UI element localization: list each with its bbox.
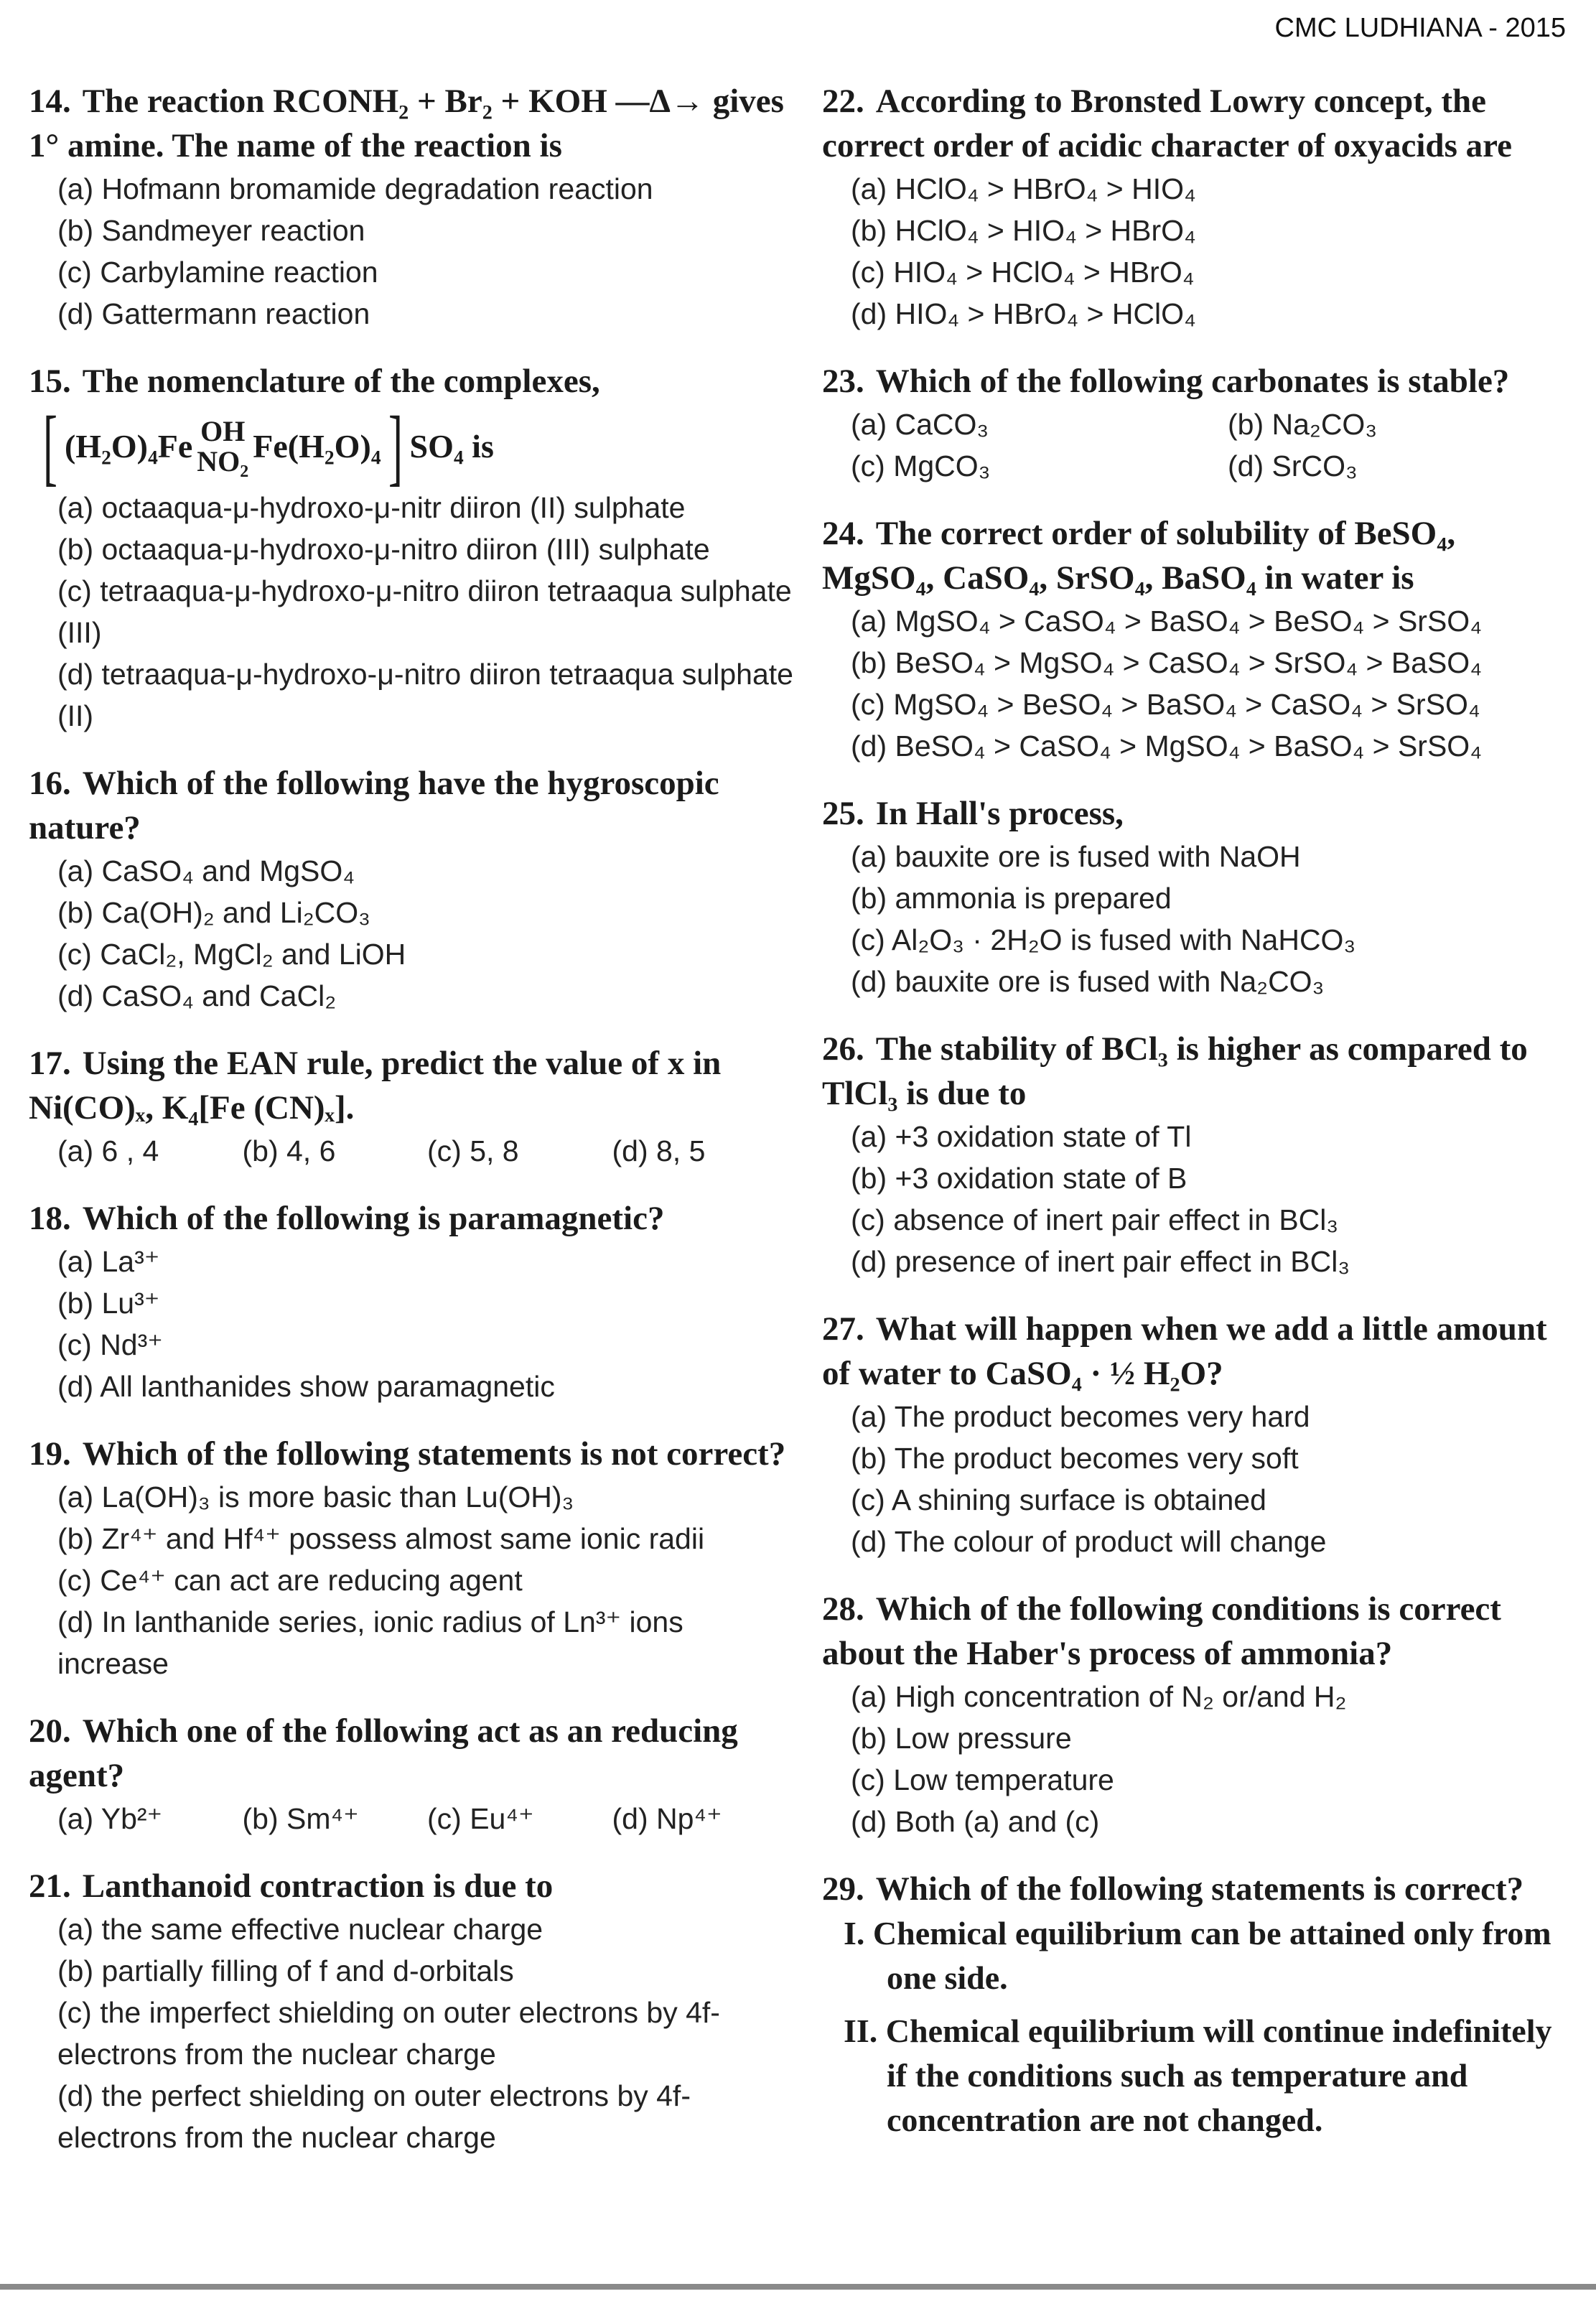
- question-15: [29, 359, 797, 737]
- option-b[interactable]: (b) 4, 6: [242, 1134, 336, 1167]
- option-d[interactable]: (d) The colour of product will change: [851, 1525, 1327, 1558]
- option-a[interactable]: (a) La³⁺: [57, 1245, 160, 1278]
- question-number: 23.: [822, 363, 864, 400]
- option-c[interactable]: (c) Carbylamine reaction: [57, 256, 378, 289]
- option-d[interactable]: (d) the perfect shielding on outer electrons by 4f-electrons from the nuclear charge: [57, 2079, 691, 2154]
- option-a[interactable]: (a) octaaqua-μ-hydroxo-μ-nitr diiron (II) sulphate: [57, 491, 686, 524]
- question-number: 15.: [29, 363, 71, 400]
- option-c[interactable]: (c) MgCO₃: [851, 449, 991, 482]
- option-b[interactable]: (b) Sm⁴⁺: [242, 1802, 359, 1835]
- question-number: 19.: [29, 1435, 71, 1473]
- question-29: [822, 1867, 1576, 2142]
- option-a[interactable]: (a) La(OH)₃ is more basic than Lu(OH)₃: [57, 1480, 574, 1514]
- question-22: [822, 79, 1576, 335]
- formula-right: Fe(H₂O)₄: [253, 428, 381, 465]
- option-c[interactable]: (c) absence of inert pair effect in BCl₃: [851, 1203, 1339, 1236]
- option-c[interactable]: (c) Eu⁴⁺: [427, 1802, 534, 1835]
- question-text: Which of the following statements is not correct?: [82, 1435, 786, 1473]
- question-text: In Hall's process,: [875, 795, 1124, 832]
- question-number: 20.: [29, 1712, 71, 1750]
- bridge-bottom: NO₂: [197, 445, 249, 477]
- question-20: [29, 1709, 797, 1839]
- option-d[interactable]: (d) bauxite ore is fused with Na₂CO₃: [851, 965, 1325, 998]
- option-a[interactable]: (a) MgSO₄ > CaSO₄ > BaSO₄ > BeSO₄ > SrSO₄: [851, 605, 1482, 638]
- option-b[interactable]: (b) Lu³⁺: [57, 1287, 160, 1320]
- option-d[interactable]: (d) HIO₄ > HBrO₄ > HClO₄: [851, 297, 1196, 330]
- option-c[interactable]: (c) Al₂O₃ · 2H₂O is fused with NaHCO₃: [851, 923, 1356, 956]
- question-24: [822, 511, 1576, 767]
- question-text: Which of the following carbonates is stable?: [875, 363, 1510, 400]
- question-number: 21.: [29, 1867, 71, 1905]
- option-c[interactable]: (c) 5, 8: [427, 1134, 519, 1167]
- option-a[interactable]: (a) CaCO₃: [851, 408, 989, 441]
- question-text: Lanthanoid contraction is due to: [82, 1867, 554, 1905]
- option-b[interactable]: (b) Low pressure: [851, 1722, 1072, 1755]
- option-c[interactable]: (c) tetraaqua-μ-hydroxo-μ-nitro diiron tetraaqua sulphate (III): [57, 574, 792, 649]
- option-d[interactable]: (d) CaSO₄ and CaCl₂: [57, 979, 337, 1012]
- option-b[interactable]: (b) partially filling of f and d-orbitals: [57, 1954, 514, 1987]
- question-26: [822, 1027, 1576, 1282]
- statement-1: I. Chemical equilibrium can be attained only from one side.: [844, 1915, 1551, 1996]
- option-b[interactable]: (b) Na₂CO₃: [1228, 408, 1378, 441]
- bridging-ligands: [197, 416, 248, 477]
- left-bracket-icon: [: [42, 398, 57, 494]
- option-a[interactable]: (a) bauxite ore is fused with NaOH: [851, 840, 1301, 873]
- option-c[interactable]: (c) HIO₄ > HClO₄ > HBrO₄: [851, 256, 1195, 289]
- question-text: Which of the following is paramagnetic?: [82, 1200, 665, 1237]
- question-number: 17.: [29, 1045, 71, 1082]
- option-b[interactable]: (b) +3 oxidation state of B: [851, 1162, 1187, 1195]
- option-c[interactable]: (c) the imperfect shielding on outer electrons by 4f-electrons from the nuclear charge: [57, 1996, 720, 2071]
- option-b[interactable]: (b) Zr⁴⁺ and Hf⁴⁺ possess almost same ionic radii: [57, 1522, 705, 1555]
- option-c[interactable]: (c) A shining surface is obtained: [851, 1483, 1266, 1516]
- question-number: 24.: [822, 515, 864, 552]
- question-text: Which of the following have the hygroscopic nature?: [29, 765, 719, 846]
- question-number: 29.: [822, 1870, 864, 1908]
- option-d[interactable]: (d) presence of inert pair effect in BCl₃: [851, 1245, 1350, 1278]
- question-19: [29, 1432, 797, 1684]
- option-c[interactable]: (c) Nd³⁺: [57, 1328, 163, 1361]
- question-21: [29, 1864, 797, 2158]
- question-text: The stability of BCl₃ is higher as compared to TlCl₃ is due to: [822, 1030, 1528, 1112]
- option-d[interactable]: (d) 8, 5: [612, 1134, 706, 1167]
- option-d[interactable]: (d) In lanthanide series, ionic radius of Ln³⁺ ions increase: [57, 1605, 683, 1680]
- option-c[interactable]: (c) MgSO₄ > BeSO₄ > BaSO₄ > CaSO₄ > SrSO₄: [851, 688, 1480, 721]
- formula-left: (H₂O)₄Fe: [64, 428, 193, 465]
- option-a[interactable]: (a) 6 , 4: [57, 1134, 159, 1167]
- question-number: 28.: [822, 1590, 864, 1628]
- question-number: 25.: [822, 795, 864, 832]
- option-b[interactable]: (b) The product becomes very soft: [851, 1442, 1299, 1475]
- question-27: [822, 1307, 1576, 1562]
- option-c[interactable]: (c) CaCl₂, MgCl₂ and LiOH: [57, 938, 406, 971]
- question-number: 22.: [822, 83, 864, 120]
- option-a[interactable]: (a) Hofmann bromamide degradation reaction: [57, 172, 653, 205]
- option-d[interactable]: (d) Both (a) and (c): [851, 1805, 1100, 1838]
- question-text: The correct order of solubility of BeSO₄, MgSO₄, CaSO₄, SrSO₄, BaSO₄ in water is: [822, 515, 1456, 597]
- question-number: 14.: [29, 83, 71, 120]
- option-d[interactable]: (d) BeSO₄ > CaSO₄ > MgSO₄ > BaSO₄ > SrSO₄: [851, 729, 1482, 762]
- question-25: [822, 791, 1576, 1002]
- left-column: [29, 79, 797, 2183]
- question-number: 27.: [822, 1310, 864, 1348]
- option-b[interactable]: (b) Ca(OH)₂ and Li₂CO₃: [57, 896, 370, 929]
- option-c[interactable]: (c) Ce⁴⁺ can act are reducing agent: [57, 1564, 523, 1597]
- question-text: Which one of the following act as an reducing agent?: [29, 1712, 738, 1794]
- question-text: The reaction RCONH₂ + Br₂ + KOH —Δ→ gives 1° amine. The name of the reaction is: [29, 83, 784, 164]
- bridge-top: OH: [200, 415, 246, 447]
- question-number: 16.: [29, 765, 71, 802]
- option-a[interactable]: (a) The product becomes very hard: [851, 1400, 1310, 1433]
- option-a[interactable]: (a) High concentration of N₂ or/and H₂: [851, 1680, 1347, 1713]
- statement-2: II. Chemical equilibrium will continue indefinitely if the conditions such as temperature and concentration are not changed.: [844, 2012, 1552, 2138]
- question-text: Which of the following statements is correct?: [875, 1870, 1524, 1908]
- page-header: CMC LUDHIANA - 2015: [1274, 13, 1566, 43]
- option-b[interactable]: (b) HClO₄ > HIO₄ > HBrO₄: [851, 214, 1196, 247]
- question-text: The nomenclature of the complexes,: [82, 363, 600, 400]
- question-14: [29, 79, 797, 335]
- question-17: [29, 1041, 797, 1172]
- question-28: [822, 1587, 1576, 1842]
- question-16: [29, 761, 797, 1017]
- question-18: [29, 1196, 797, 1407]
- option-b[interactable]: (b) octaaqua-μ-hydroxo-μ-nitro diiron (III) sulphate: [57, 533, 710, 566]
- option-d[interactable]: (d) SrCO₃: [1228, 449, 1358, 482]
- option-d[interactable]: (d) tetraaqua-μ-hydroxo-μ-nitro diiron tetraaqua sulphate (II): [57, 658, 793, 732]
- question-23: [822, 359, 1576, 487]
- option-a[interactable]: (a) HClO₄ > HBrO₄ > HIO₄: [851, 172, 1196, 205]
- option-d[interactable]: (d) Np⁴⁺: [612, 1802, 722, 1835]
- complex-formula: [36, 398, 797, 494]
- question-text: What will happen when we add a little amount of water to CaSO₄ · ½ H₂O?: [822, 1310, 1547, 1392]
- option-b[interactable]: (b) Sandmeyer reaction: [57, 214, 365, 247]
- right-bracket-icon: ]: [388, 398, 403, 494]
- formula-tail: SO₄ is: [409, 428, 494, 465]
- option-d[interactable]: (d) Gattermann reaction: [57, 297, 370, 330]
- option-d[interactable]: (d) All lanthanides show paramagnetic: [57, 1370, 555, 1403]
- question-text: Which of the following conditions is correct about the Haber's process of ammonia?: [822, 1590, 1501, 1672]
- option-a[interactable]: (a) Yb²⁺: [57, 1802, 163, 1835]
- option-a[interactable]: (a) the same effective nuclear charge: [57, 1913, 543, 1946]
- footer-divider: [0, 2284, 1596, 2290]
- question-text: According to Bronsted Lowry concept, the correct order of acidic character of oxyacids are: [822, 83, 1512, 164]
- option-c[interactable]: (c) Low temperature: [851, 1763, 1114, 1796]
- option-a[interactable]: (a) CaSO₄ and MgSO₄: [57, 854, 355, 887]
- option-b[interactable]: (b) BeSO₄ > MgSO₄ > CaSO₄ > SrSO₄ > BaSO₄: [851, 646, 1482, 679]
- question-number: 26.: [822, 1030, 864, 1068]
- option-a[interactable]: (a) +3 oxidation state of Tl: [851, 1120, 1192, 1153]
- right-column: [822, 79, 1576, 2167]
- question-number: 18.: [29, 1200, 71, 1237]
- option-b[interactable]: (b) ammonia is prepared: [851, 882, 1172, 915]
- question-text: Using the EAN rule, predict the value of x in Ni(CO)ₓ, K₄[Fe (CN)ₓ].: [29, 1045, 722, 1127]
